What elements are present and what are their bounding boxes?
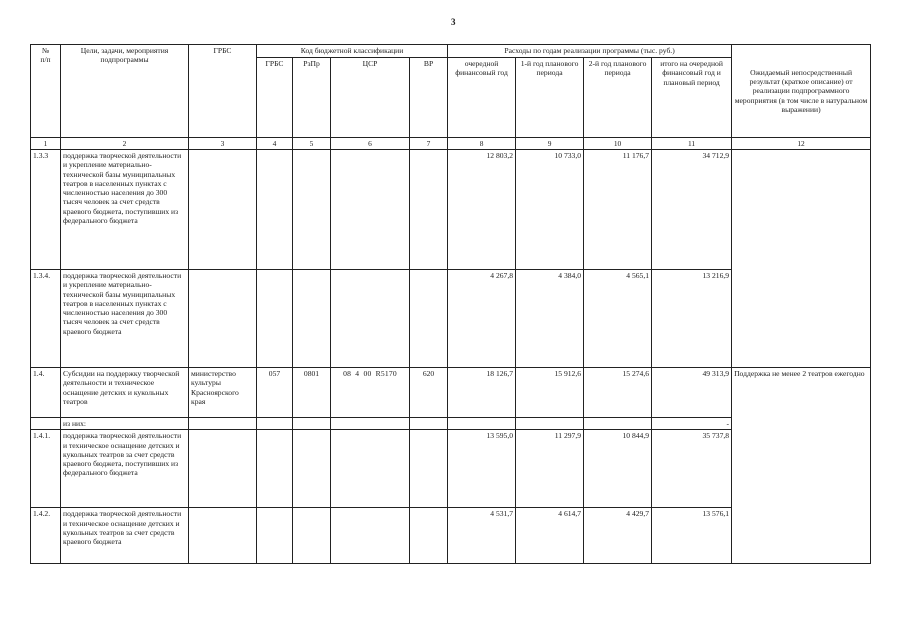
row-kbk-grbs: 057 [257,368,293,418]
row-number: 1.4.2. [31,508,61,564]
row-description: поддержка творческой деятельности и техническое оснащение детских и кукольных театров за счет средств краевого бюджета, поступивших из федерального бюджета [61,430,189,508]
header-expenses-group: Расходы по годам реализации программы (тыс. руб.) [448,45,732,58]
col-number: 8 [448,138,516,150]
row-description: поддержка творческой деятельности и укрепление материально-технической базы муниципальных театров в населенных пунктах с численностью населения до 300 тысяч человек за счет средств краевого бюджета, поступивших из федерального бюджета [61,150,189,270]
row-result [732,150,871,368]
row-exp-y2: 11 176,7 [584,150,652,270]
row-kbk-csr [331,150,410,270]
row-kbk-rzpr [293,430,331,508]
row-description: поддержка творческой деятельности и укрепление материально-технической базы муниципальных театров в населенных пунктах с численностью населения до 300 тысяч человек за счет средств краевого бюджета [61,270,189,368]
col-number: 1 [31,138,61,150]
row-exp-y2: 4 429,7 [584,508,652,564]
header-row-1 [31,45,871,58]
row-kbk-vr [410,150,448,270]
row-kbk-grbs [257,270,293,368]
row-exp-next: 12 803,2 [448,150,516,270]
header-exp-y2: 2-й год планового периода [584,58,652,138]
row-exp-y2 [584,418,652,430]
header-exp-y1: 1-й год планового периода [516,58,584,138]
header-no: № п/п [31,45,61,138]
row-exp-next: 4 531,7 [448,508,516,564]
row-kbk-vr [410,430,448,508]
row-grbs: министерство культуры Красноярского края [189,368,257,418]
row-description: Субсидии на поддержку творческой деятельности и техническое оснащение детских и кукольных театров [61,368,189,418]
header-kbk-grbs: ГРБС [257,58,293,138]
header-kbk-rzpr: РзПр [293,58,331,138]
column-number-row [31,138,871,150]
row-kbk-rzpr: 0801 [293,368,331,418]
row-exp-next: 4 267,8 [448,270,516,368]
row-exp-y2: 10 844,9 [584,430,652,508]
col-number: 5 [293,138,331,150]
row-kbk-rzpr [293,418,331,430]
header-kbk-group: Код бюджетной классификации [257,45,448,58]
row-grbs [189,418,257,430]
row-grbs [189,270,257,368]
row-kbk-grbs [257,508,293,564]
row-exp-total: 49 313,9 [652,368,732,418]
row-description: поддержка творческой деятельности и техническое оснащение детских и кукольных театров за счет средств краевого бюджета [61,508,189,564]
row-description: из них: [61,418,189,430]
row-exp-total: 35 737,8 [652,430,732,508]
row-kbk-csr [331,270,410,368]
budget-table [30,44,871,564]
row-kbk-rzpr [293,270,331,368]
row-kbk-vr [410,508,448,564]
col-number: 4 [257,138,293,150]
header-grbs: ГРБС [189,45,257,138]
row-grbs [189,430,257,508]
header-result: Ожидаемый непосредственный результат (краткое описание) от реализации подпрограммного мероприятия (в том числе в натуральном выражении) [732,45,871,138]
row-exp-total: 13 216,9 [652,270,732,368]
row-exp-y1: 4 384,0 [516,270,584,368]
row-exp-y1 [516,418,584,430]
col-number: 12 [732,138,871,150]
row-exp-y1: 10 733,0 [516,150,584,270]
row-kbk-vr [410,270,448,368]
row-number: 1.3.3 [31,150,61,270]
table-row [31,368,871,418]
col-number: 6 [331,138,410,150]
row-exp-total: 34 712,9 [652,150,732,270]
row-number [31,418,61,430]
row-kbk-vr: 620 [410,368,448,418]
row-exp-next: 13 595,0 [448,430,516,508]
row-exp-y2: 4 565,1 [584,270,652,368]
header-kbk-csr: ЦСР [331,58,410,138]
row-kbk-vr [410,418,448,430]
header-exp-next: очередной финансовый год [448,58,516,138]
row-kbk-csr [331,418,410,430]
col-number: 9 [516,138,584,150]
row-kbk-rzpr [293,508,331,564]
row-result: Поддержка не менее 2 театров ежегодно [732,368,871,564]
row-exp-next [448,418,516,430]
row-exp-total: 13 576,1 [652,508,732,564]
table-row [31,150,871,270]
row-exp-y1: 4 614,7 [516,508,584,564]
row-kbk-csr [331,430,410,508]
row-exp-next: 18 126,7 [448,368,516,418]
col-number: 10 [584,138,652,150]
row-number: 1.4.1. [31,430,61,508]
row-kbk-grbs [257,150,293,270]
col-number: 3 [189,138,257,150]
header-exp-total: итого на очередной финансовый год и плановый период [652,58,732,138]
row-exp-y1: 11 297,9 [516,430,584,508]
row-kbk-csr: 08 4 00 R5170 [331,368,410,418]
row-number: 1.3.4. [31,270,61,368]
row-kbk-grbs [257,418,293,430]
col-number: 7 [410,138,448,150]
col-number: 2 [61,138,189,150]
row-kbk-rzpr [293,150,331,270]
row-exp-total: - [652,418,732,430]
row-exp-y2: 15 274,6 [584,368,652,418]
row-exp-y1: 15 912,6 [516,368,584,418]
header-goals: Цели, задачи, мероприятия подпрограммы [61,45,189,138]
row-kbk-csr [331,508,410,564]
row-kbk-grbs [257,430,293,508]
row-number: 1.4. [31,368,61,418]
page-number: 3 [451,17,456,27]
header-kbk-vr: ВР [410,58,448,138]
col-number: 11 [652,138,732,150]
row-grbs [189,508,257,564]
row-grbs [189,150,257,270]
